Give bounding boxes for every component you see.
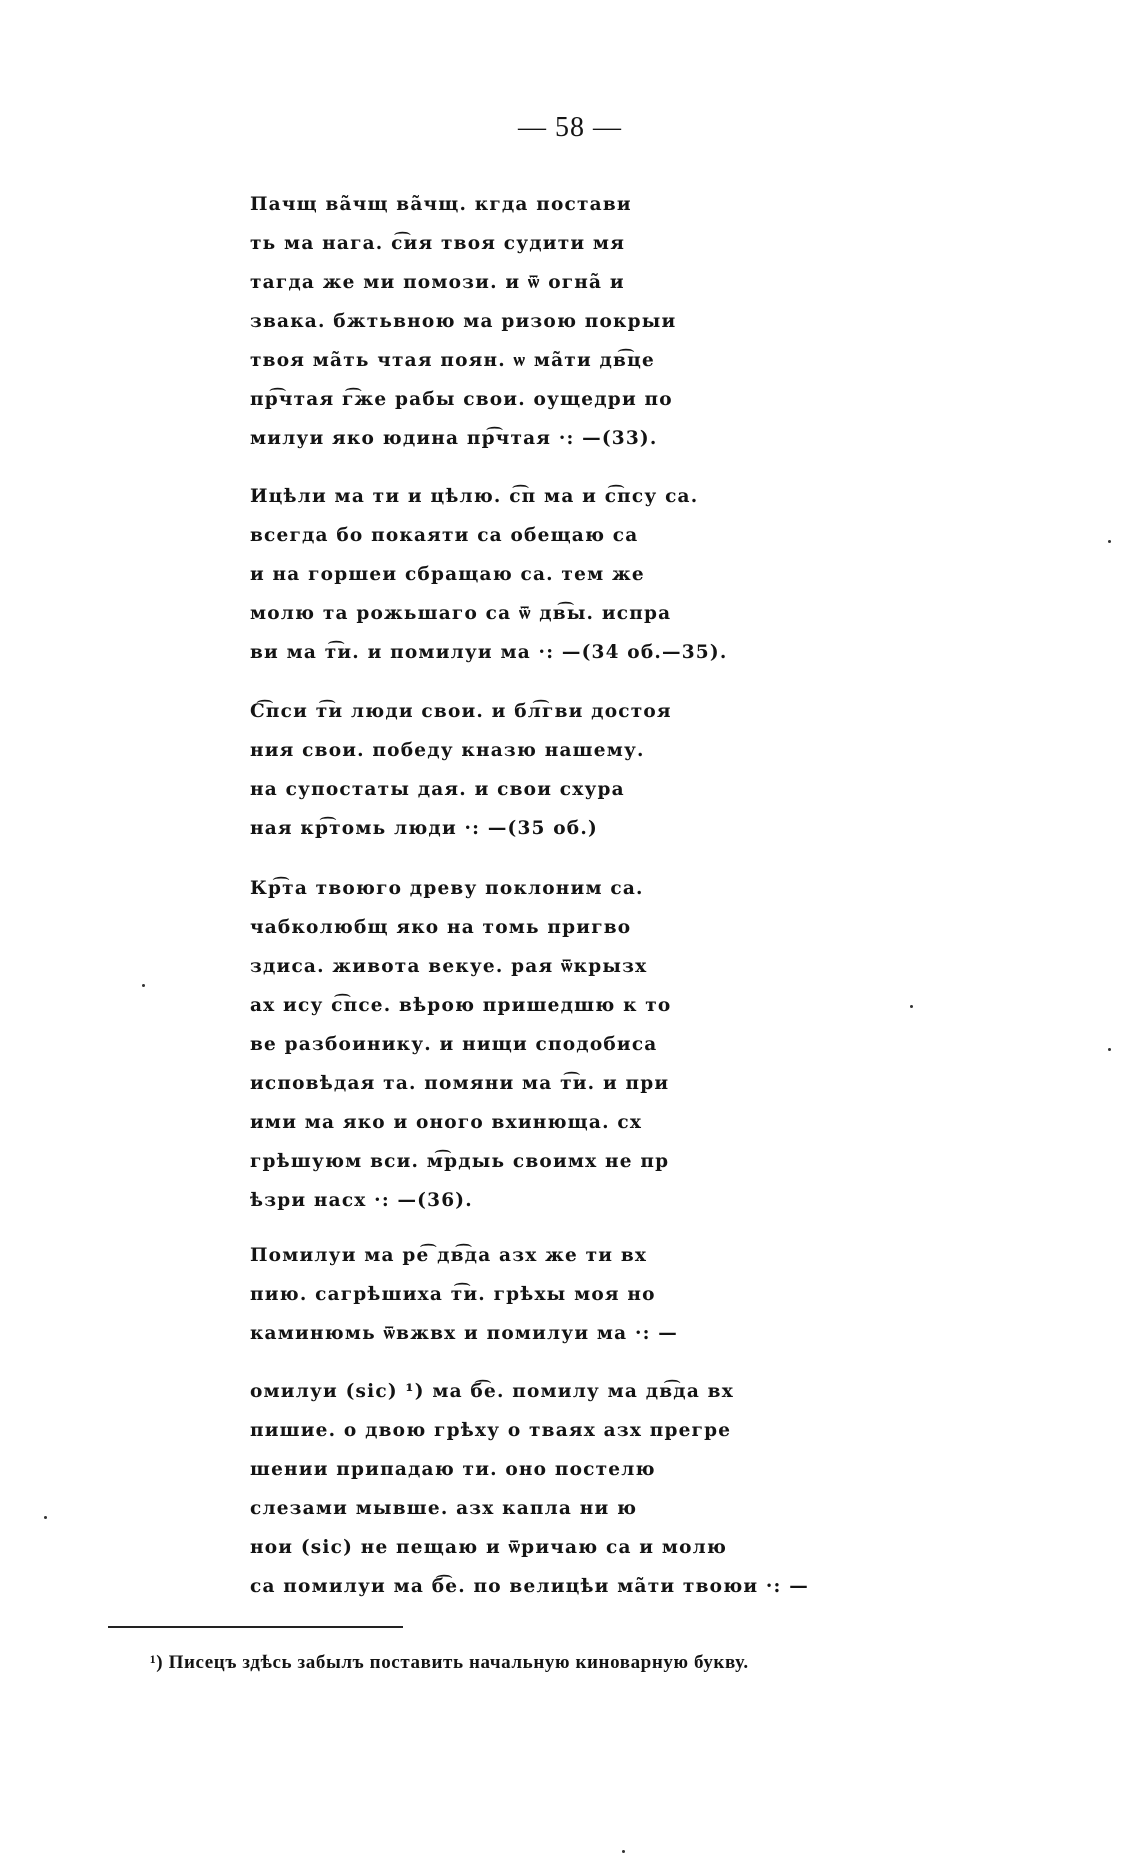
text-line: слезами мывше. азх капла ни ю [250, 1498, 638, 1519]
text-line: пию. сагрѣшиха т͡и. грѣхы моя но [250, 1284, 656, 1305]
scan-speck [1108, 1048, 1111, 1051]
text-block-5 [250, 1236, 890, 1353]
text-block-3 [250, 692, 890, 848]
text-block-6 [250, 1372, 890, 1606]
text-line: ими ма яко и оного вхинюща. сх [250, 1112, 643, 1133]
text-line: всегда бо покаяти са обещаю са [250, 525, 639, 546]
text-line: ве разбоинику. и нищи сподобиса [250, 1034, 658, 1055]
scan-speck [1108, 540, 1111, 543]
text-line: С͡пси т͡и люди свои. и бл͡гви достоя [250, 701, 672, 722]
footnote: ¹) Писецъ здѣсь забылъ поставить начальную киноварную букву. [150, 1652, 749, 1673]
text-line: пишие. о двою грѣху о тваях азх прегре [250, 1420, 732, 1441]
text-line: здиса. живота векуе. рая ѿкрызх [250, 956, 648, 977]
text-line: Пачщ ва̃чщ ва̃чщ. кгда постави [250, 194, 632, 215]
text-line: Ицѣли ма ти и цѣлю. с͡п ма и с͡псу са. [250, 486, 699, 507]
text-line: ах ису с͡псе. вѣрою пришедшю к то [250, 995, 672, 1016]
text-line: омилуи (sic) ¹) ма б͡е. помилу ма дв͡да вх [250, 1381, 734, 1402]
scan-speck [622, 1850, 625, 1853]
text-block-1 [250, 185, 890, 458]
scan-speck [910, 1005, 913, 1008]
text-line: грѣшуюм вси. м͡рдыь своимх не пр [250, 1151, 670, 1172]
text-line: ѣзри насх ·: —(36). [250, 1190, 473, 1211]
scan-speck [44, 1516, 47, 1519]
text-line: каминюмь ѿвжвх и помилуи ма ·: — [250, 1323, 679, 1344]
text-line: молю та рожьшаго са ѿ дв͡ы. испра [250, 603, 672, 624]
text-line: звака. бжтьвною ма ризою покрыи [250, 311, 677, 332]
text-line: исповѣдая та. помяни ма т͡и. и при [250, 1073, 670, 1094]
page-number: — 58 — [518, 112, 622, 143]
text-block-4 [250, 869, 890, 1220]
text-line: са помилуи ма б͡е. по велицѣи ма̃ти твоюи ·: — [250, 1576, 809, 1597]
text-line: ная кр͡томь люди ·: —(35 об.) [250, 818, 598, 839]
text-line: ния свои. победу кназю нашему. [250, 740, 645, 761]
text-line: ви ма т͡и. и помилуи ма ·: —(34 об.—35). [250, 642, 728, 663]
text-line: чабколюбщ яко на томь пригво [250, 917, 632, 938]
text-line: на супостаты дая. и свои схура [250, 779, 625, 800]
scan-speck [142, 984, 145, 987]
text-line: и на горшеи сбращаю са. тем же [250, 564, 645, 585]
text-line: шении припадаю ти. оно постелю [250, 1459, 656, 1480]
text-line: нои (sic) не пещаю и ѿричаю са и молю [250, 1537, 728, 1558]
text-line: ть ма нага. с͡ия твоя судити мя [250, 233, 626, 254]
text-line: пр͡чтая г͡же рабы свои. оущедри по [250, 389, 673, 410]
text-line: твоя ма̃ть чтая поян. ѡ ма̃ти дв͡це [250, 350, 655, 371]
text-line: Кр͡та твоюго древу поклоним са. [250, 878, 644, 899]
footnote-divider [108, 1626, 403, 1628]
text-line: тагда же ми помози. и ѿ огна̃ и [250, 272, 625, 293]
text-line: милуи яко юдина пр͡чтая ·: —(33). [250, 428, 658, 449]
text-line: Помилуи ма ре͡ дв͡да азх же ти вх [250, 1245, 648, 1266]
text-block-2 [250, 477, 890, 672]
